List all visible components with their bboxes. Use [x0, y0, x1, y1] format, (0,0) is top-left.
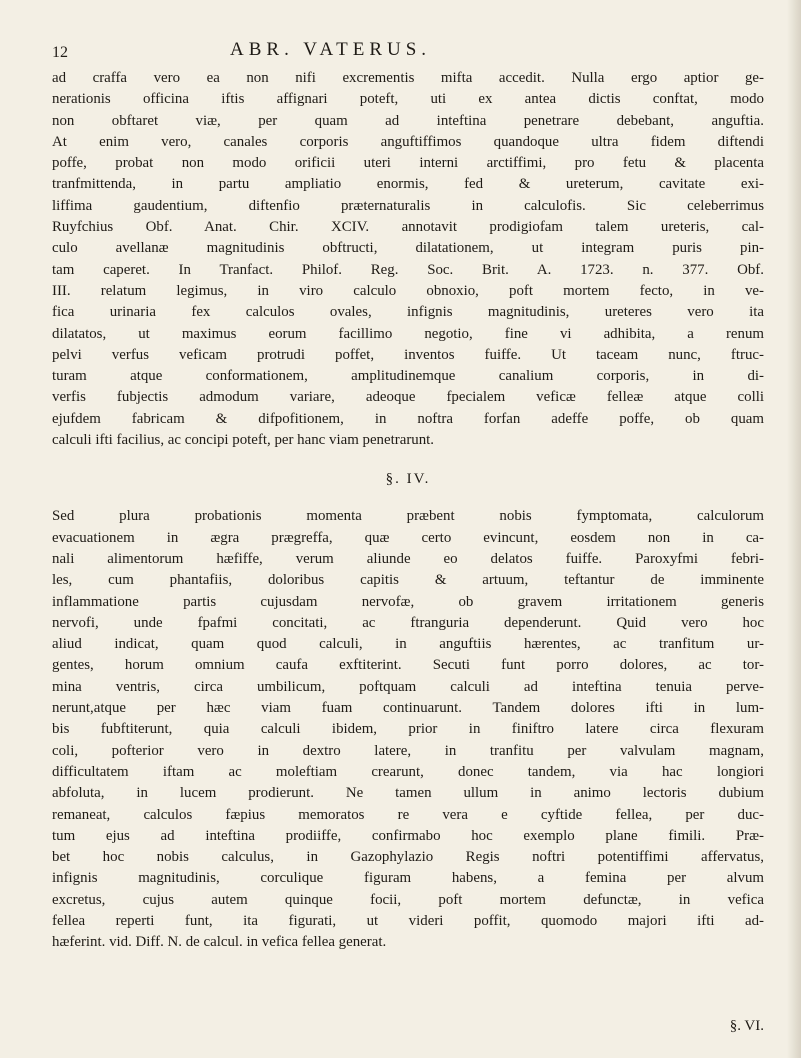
text-line: nali alimentorum hæfiffe, verum aliunde eo delatos fuiffe. Paroxyfmi febri-: [52, 550, 764, 567]
text-line: abfoluta, in lucem prodierunt. Ne tamen ullum in animo lectoris dubium: [52, 785, 764, 802]
text-line: liffima gaudentium, diftenfio præternaturalis in calculofis. Sic celeberrimus: [52, 197, 764, 214]
text-line: tum ejus ad inteftina prodiiffe, confirmabo hoc exemplo plane fimili. Præ-: [52, 827, 764, 844]
text-line: culo avellanæ magnitudinis obftructi, dilatationem, ut integram puris pin-: [52, 240, 764, 257]
text-line: dilatatos, ut maximus eorum facillimo negotio, fine vi adhibita, a renum: [52, 325, 764, 342]
text-line: les, cum phantafiis, doloribus capitis & artuum, teftantur de imminente: [52, 572, 764, 589]
page-number: 12: [52, 44, 68, 61]
text-line: remaneat, calculos fæpius memoratos re vera e cyftide fellea, per duc-: [52, 806, 764, 823]
text-line: evacuationem in ægra prægreffa, quæ certo evincunt, eosdem non in ca-: [52, 529, 764, 546]
text-line: Ruyfchius Obf. Anat. Chir. XCIV. annotavit prodigiofam talem ureteris, cal-: [52, 219, 764, 236]
text-line: fica urinaria fex calculos ovales, infignis magnitudinis, ureteres vero ita: [52, 304, 764, 321]
text-line: pelvi verfus veficam protrudi poffet, inventos fuiffe. Ut taceam nunc, ftruc-: [52, 346, 764, 363]
text-line: turam atque conformationem, amplitudinemque canalium corporis, in di-: [52, 368, 764, 385]
paragraph-1: [52, 68, 764, 451]
text-line: ad craffa vero ea non nifi excrementis mifta accedit. Nulla ergo aptior ge-: [52, 70, 764, 86]
text-line: tam caperet. In Tranfact. Philof. Reg. Soc. Brit. A. 1723. n. 377. Obf.: [52, 261, 764, 278]
running-title: ABR. VATERUS.: [230, 39, 432, 60]
text-line: tranfmittenda, in partu ampliatio enormis, fed & ureterum, cavitate exi-: [52, 176, 764, 193]
text-line: Sed plura probationis momenta præbent nobis fymptomata, calculorum: [52, 508, 764, 525]
text-line: gentes, horum omnium caufa exftiterint. Secuti funt porro dolores, ac tor-: [52, 657, 764, 674]
text-line: aliud indicat, quam quod calculi, in anguftiis hærentes, ac tranfitum ur-: [52, 636, 764, 653]
text-line: infignis magnitudinis, corculique figuram habens, a femina per alvum: [52, 870, 764, 887]
paragraph-2: [52, 506, 764, 953]
text-line: inflammatione partis cujusdam nervofæ, ob gravem irritationem generis: [52, 593, 764, 610]
text-line: verfis fubjectis admodum variare, adeoque fpecialem veficæ felleæ atque colli: [52, 389, 764, 406]
text-line: bis fubftiterunt, quia calculi ibidem, prior in finiftro latere circa flexuram: [52, 721, 764, 738]
text-line: mina ventris, circa umbilicum, poftquam calculi ad inteftina tenuia perve-: [52, 678, 764, 695]
book-page: [52, 36, 764, 1041]
text-line: At enim vero, canales corporis anguftiffimos quandoque ultra fidem diftendi: [52, 133, 764, 150]
section-heading: §. IV.: [385, 471, 431, 488]
text-line: fellea reperti funt, ita figurati, ut videri poffit, quomodo majori ifti ad-: [52, 912, 764, 929]
text-line: III. relatum legimus, in viro calculo obnoxio, poft mortem fecto, in ve-: [52, 282, 764, 299]
catchword: §. VI.: [729, 1018, 764, 1034]
page-header: [52, 36, 764, 68]
text-line: nervofi, unde fpafmi concitati, ac ftranguria dependerunt. Quid vero hoc: [52, 614, 764, 631]
text-line: excretus, cujus autem quinque focii, poft mortem defunctæ, in vefica: [52, 891, 764, 908]
text-line: ejufdem fabricam & difpofitionem, in noftra forfan adeffe poffe, ob quam: [52, 410, 764, 427]
text-line: nerunt,atque per hæc viam fuam continuarunt. Tandem dolores ifti in lum-: [52, 700, 764, 717]
text-line: nerationis officina iftis affignari poteft, uti ex antea dictis conftat, modo: [52, 91, 764, 108]
text-line: coli, pofterior vero in dextro latere, in tranfitu per valvulam magnam,: [52, 742, 764, 759]
text-line: difficultatem iftam ac moleftiam crearunt, donec tandem, via hac longiori: [52, 763, 764, 780]
page-edge-shadow: [787, 0, 801, 1058]
text-line: hæferint. vid. Diff. N. de calcul. in vefica fellea generat.: [52, 934, 387, 951]
text-line: calculi ifti facilius, ac concipi poteft, per hanc viam penetrarunt.: [52, 432, 435, 449]
text-line: bet hoc nobis calculus, in Gazophylazio Regis noftri potentiffimi affervatus,: [52, 849, 764, 866]
text-line: poffe, probat non modo orificii uteri interni arctiffimi, pro fetu & placenta: [52, 155, 764, 172]
text-line: non obftaret viæ, per quam ad inteftina penetrare debebant, anguftia.: [52, 112, 764, 129]
